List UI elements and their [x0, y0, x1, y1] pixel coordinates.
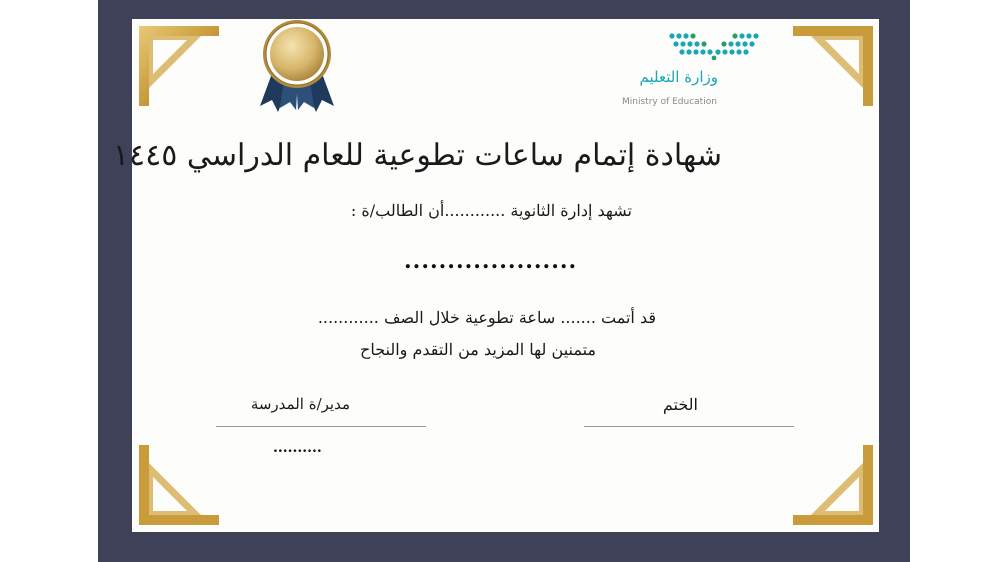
certificate-paper	[132, 19, 879, 532]
principal-signature-line	[216, 426, 426, 427]
logo-english-text: Ministry of Education	[622, 97, 717, 107]
gold-corner-ornament-bottom-right	[793, 445, 873, 525]
gold-corner-ornament-top-left	[139, 26, 219, 106]
gold-corner-ornament-bottom-left	[139, 445, 219, 525]
student-name-placeholder: ....................	[404, 248, 578, 274]
gold-corner-ornament-top-right	[793, 26, 873, 106]
principal-label: مدير/ة المدرسة	[250, 395, 350, 413]
gold-medal-icon	[252, 18, 342, 113]
logo-arabic-text: وزارة التعليم	[639, 68, 718, 86]
wishes-line: متمنين لها المزيد من التقدم والنجاح	[360, 340, 596, 359]
principal-name-placeholder: ..........	[273, 440, 322, 456]
stamp-label: الختم	[662, 395, 698, 414]
certificate-title: شهادة إتمام ساعات تطوعية للعام الدراسي ١٤٤٥	[112, 138, 722, 173]
school-attestation-line: تشهد إدارة الثانوية ............أن الطالب/ة :	[350, 201, 632, 220]
volunteer-hours-line: قد أتمت ....... ساعة تطوعية خلال الصف ............	[317, 308, 656, 327]
ministry-of-education-logo	[614, 30, 764, 110]
stamp-signature-line	[584, 426, 794, 427]
logo-dots-icon	[668, 32, 760, 60]
